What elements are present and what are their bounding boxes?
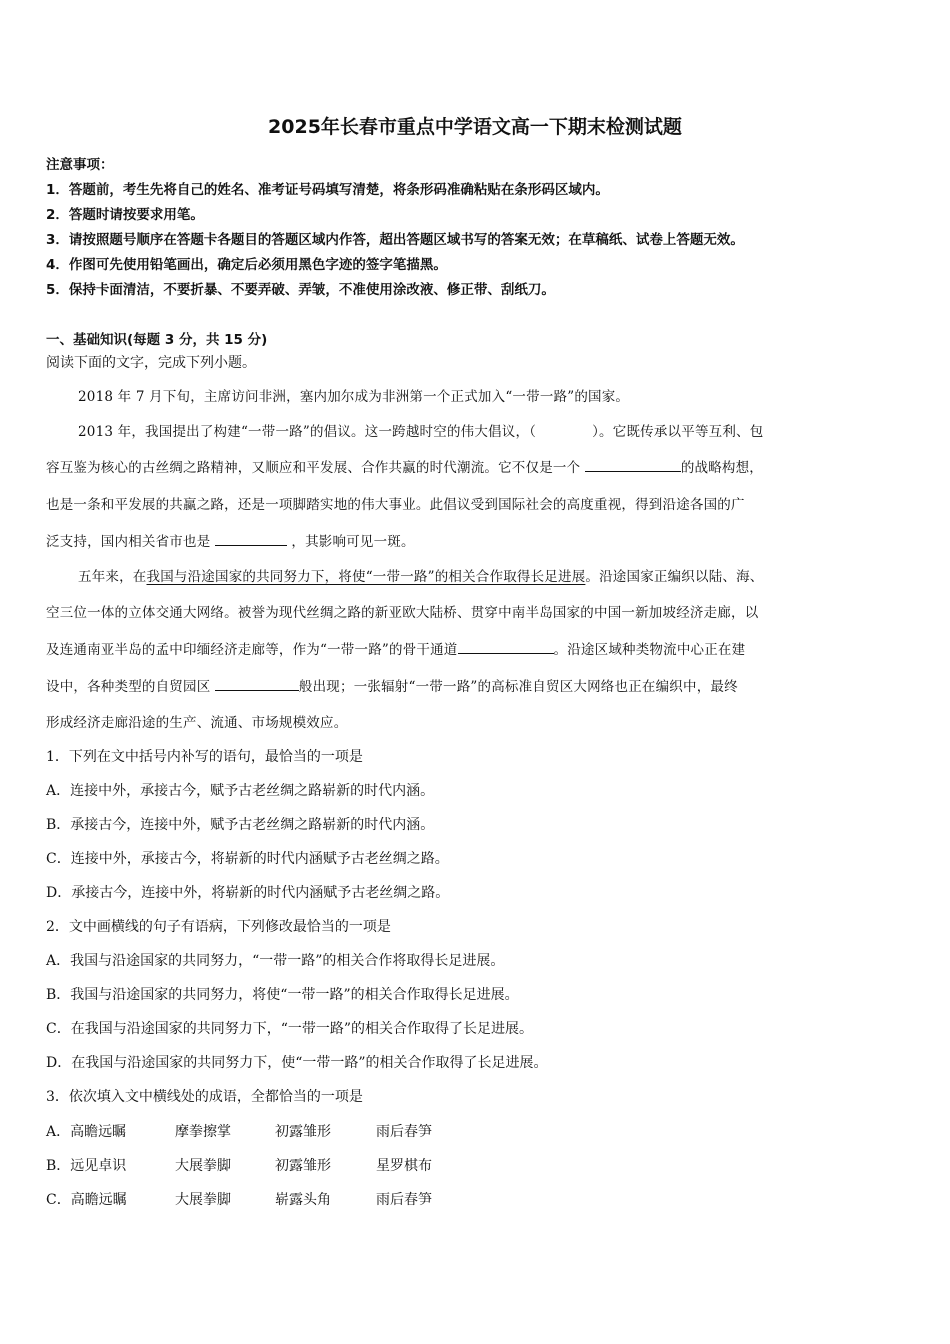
option-idiom: 星罗棋布 (376, 1158, 432, 1174)
answer-option: C．在我国与沿途国家的共同努力下，“一带一路”的相关合作取得了长足进展。 (46, 1021, 534, 1037)
answer-option: A．连接中外，承接古今，赋予古老丝绸之路崭新的时代内涵。 (46, 783, 435, 799)
fill-blank (458, 638, 554, 654)
option-idiom: 初露雏形 (275, 1124, 331, 1140)
passage-line (46, 675, 738, 695)
fill-blank (585, 456, 681, 472)
notice-heading: 注意事项： (46, 157, 114, 173)
answer-option: B．我国与沿途国家的共同努力，将使“一带一路”的相关合作取得长足进展。 (46, 987, 519, 1003)
passage-text: 容互鉴为核心的古丝绸之路精神，又顺应和平发展、合作共赢的时代潮流。它不仅是一个 (46, 460, 581, 476)
passage-paragraph (78, 565, 764, 585)
question-stem: 1．下列在文中括号内补写的语句，最恰当的一项是 (46, 749, 363, 765)
passage-text: 五年来，在 (78, 569, 147, 585)
option-idiom: 摩拳擦掌 (175, 1124, 231, 1140)
answer-option: A．高瞻远瞩 (46, 1124, 127, 1140)
answer-option: D．在我国与沿途国家的共同努力下，使“一带一路”的相关合作取得了长足进展。 (46, 1055, 548, 1071)
notice-item: 1．答题前，考生先将自己的姓名、准考证号码填写清楚，将条形码准确粘贴在条形码区域内。 (46, 182, 609, 198)
notice-item: 4．作图可先使用铅笔画出，确定后必须用黑色字迹的签字笔描黑。 (46, 257, 447, 273)
option-idiom: 初露雏形 (275, 1158, 331, 1174)
question-stem: 3．依次填入文中横线处的成语，全都恰当的一项是 (46, 1089, 363, 1105)
question-stem: 2．文中画横线的句子有语病，下列修改最恰当的一项是 (46, 919, 391, 935)
passage-text: 。沿途国家正编织以陆、海、 (585, 569, 764, 585)
passage-line (46, 456, 763, 476)
passage-line: 空三位一体的立体交通大网络。被誉为现代丝绸之路的新亚欧大陆桥、贯穿中南半岛国家的中国一新加坡经济走廊，以 (46, 605, 759, 621)
passage-line (46, 638, 745, 658)
answer-option: D．承接古今，连接中外，将崭新的时代内涵赋予古老丝绸之路。 (46, 885, 450, 901)
option-idiom: 崭露头角 (275, 1192, 331, 1208)
option-idiom: 雨后春笋 (376, 1192, 432, 1208)
answer-option: C．高瞻远瞩 (46, 1192, 127, 1208)
passage-text: 泛支持，国内相关省市也是 (46, 534, 211, 550)
passage-line (46, 530, 415, 550)
passage-text: 2013 年，我国提出了构建“一带一路”的倡议。这一跨越时空的伟大倡议，（ (78, 424, 537, 440)
answer-option: B．承接古今，连接中外，赋予古老丝绸之路崭新的时代内涵。 (46, 817, 435, 833)
option-idiom: 大展拳脚 (175, 1158, 231, 1174)
passage-text: 般出现；一张辐射“一带一路”的高标准自贸区大网络也正在编织中，最终 (298, 679, 738, 695)
underlined-sentence: 我国与沿途国家的共同努力下，将使“一带一路”的相关合作取得长足进展 (146, 569, 586, 585)
notice-item: 5．保持卡面清洁，不要折暴、不要弄破、弄皱，不准使用涂改液、修正带、刮纸刀。 (46, 282, 555, 298)
passage-text: ，其影响可见一斑。 (291, 534, 415, 550)
passage-paragraph: 2018 年 7 月下旬，主席访问非洲，塞内加尔成为非洲第一个正式加入“一带一路”的国家。 (78, 389, 630, 405)
option-idiom: 雨后春笋 (376, 1124, 432, 1140)
answer-option: C．连接中外，承接古今，将崭新的时代内涵赋予古老丝绸之路。 (46, 851, 449, 867)
passage-text: 。沿途区域种类物流中心正在建 (553, 642, 746, 658)
fill-blank (215, 675, 299, 691)
notice-item: 2．答题时请按要求用笔。 (46, 207, 204, 223)
passage-paragraph (78, 420, 763, 440)
passage-line: 形成经济走廊沿途的生产、流通、市场规模效应。 (46, 715, 348, 731)
answer-option: B．远见卓识 (46, 1158, 127, 1174)
passage-text: 及连通南亚半岛的孟中印缅经济走廊等，作为“一带一路”的骨干通道 (46, 642, 458, 658)
fill-blank (215, 530, 287, 546)
section-instruction: 阅读下面的文字，完成下列小题。 (46, 355, 256, 371)
passage-text: 的战略构想， (680, 460, 764, 476)
section-heading: 一、基础知识(每题 3 分，共 15 分) (46, 332, 268, 348)
answer-option: A．我国与沿途国家的共同努力，“一带一路”的相关合作将取得长足进展。 (46, 953, 505, 969)
option-idiom: 大展拳脚 (175, 1192, 231, 1208)
notice-item: 3．请按照题号顺序在答题卡各题目的答题区域内作答，超出答题区域书写的答案无效；在草稿纸、试卷上答题无效。 (46, 232, 744, 248)
passage-text: ）。它既传承以平等互利、包 (592, 424, 764, 440)
page-title: 2025年长春市重点中学语文高一下期末检测试题 (268, 116, 682, 138)
passage-text: 设中，各种类型的自贸园区 (46, 679, 211, 695)
passage-line: 也是一条和平发展的共赢之路，还是一项脚踏实地的伟大事业。此倡议受到国际社会的高度重视，得到沿途各国的广 (46, 497, 745, 513)
